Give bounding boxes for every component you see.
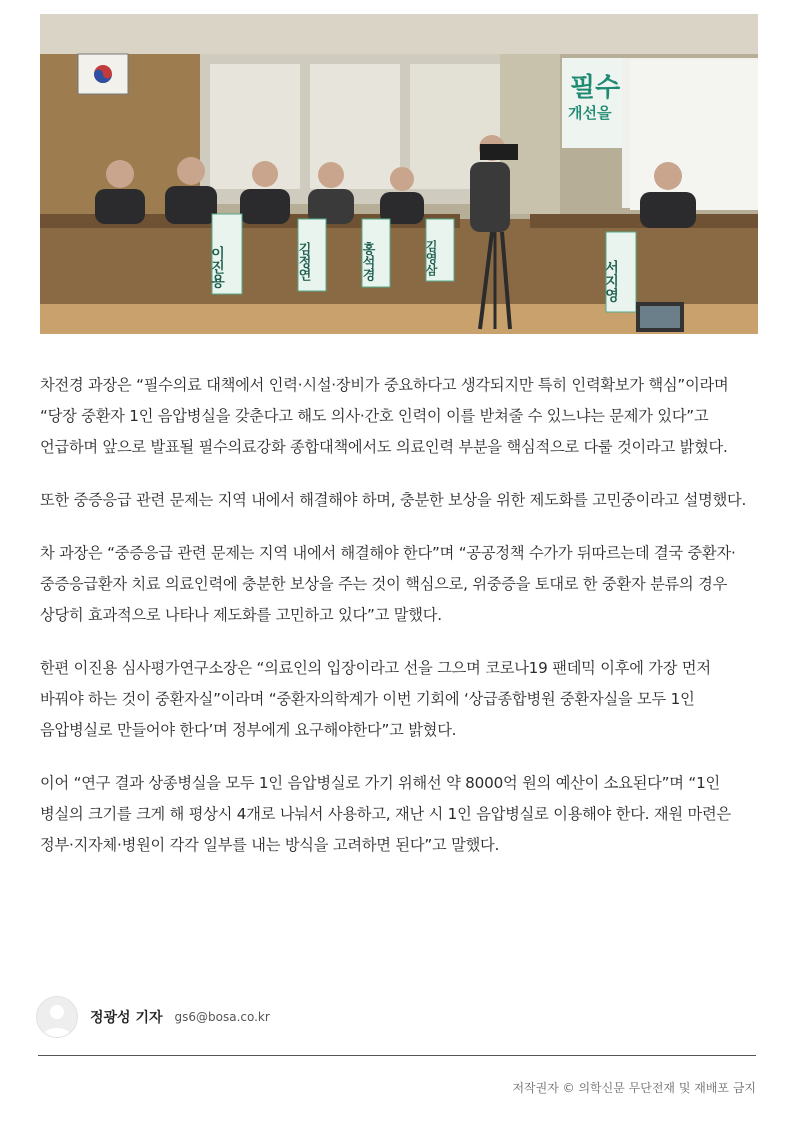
paragraph: 차 과장은 “중증응급 관련 문제는 지역 내에서 해결해야 한다”며 “공공정책 수가가 뒤따르는데 결국 중환자·중증응급환자 치료 의료인력에 충분한 보상을 주는 것이 핵심으로, 위중증을 토대로 한 중환자 분류의 경우 상당히 효과적으로 나타나 제도화를 고민하고 있다”고 말했다.	[40, 544, 736, 624]
user-avatar-icon	[36, 996, 78, 1038]
copyright-notice: 저작권자 © 의학신문 무단전재 및 재배포 금지	[512, 1081, 756, 1095]
paragraph: 이어 “연구 결과 상종병실을 모두 1인 음압병실로 가기 위해선 약 8000억 원의 예산이 소요된다”며 “1인 병실의 크기를 크게 해 평상시 4개로 나눠서 사용하고, 재난 시 1인 음압병실로 이용해야 한다. 재원 마련은 정부·지자체·병원이 각각 일부를 내는 방식을 고려하면 된다”고 말했다.	[40, 774, 731, 854]
footer-divider	[38, 1055, 756, 1056]
reporter-name: 정광성 기자	[90, 1010, 163, 1026]
paragraph: 한편 이진용 심사평가연구소장은 “의료인의 입장이라고 선을 그으며 코로나19 팬데믹 이후에 가장 먼저 바꿔야 하는 것이 중환자실”이라며 “중환자의학계가 이번 기회에 ‘상급종합병원 중환자실을 모두 1인 음압병실로 만들어야 한다’며 정부에게 요구해야한다”고 밝혔다.	[40, 659, 711, 739]
nameplate-2: 김정연	[295, 242, 311, 281]
article-photo	[40, 14, 758, 334]
photo-scene	[40, 14, 758, 334]
nameplate-1: 이진용	[209, 246, 225, 288]
paragraph: 또한 중증응급 관련 문제는 지역 내에서 해결해야 하며, 충분한 보상을 위한 제도화를 고민중이라고 설명했다.	[40, 491, 747, 509]
nameplate-3: 홍석경	[359, 242, 375, 281]
reporter-email[interactable]: gs6@bosa.co.kr	[174, 1010, 270, 1024]
flag	[78, 54, 128, 94]
nameplate-5: 서지영	[603, 260, 619, 302]
banner-line-1: 필수	[570, 73, 621, 103]
article-body	[40, 370, 758, 883]
reporter-byline	[36, 996, 270, 1038]
paragraph: 차전경 과장은 “필수의료 대책에서 인력·시설·장비가 중요하다고 생각되지만 특히 인력확보가 핵심”이라며 “당장 중환자 1인 음압병실을 갖춘다고 해도 의사·간호 인력이 이를 받쳐줄 수 있느냐는 문제가 있다”고 언급하며 앞으로 발표될 필수의료강화 종합대책에서도 의료인력 부분을 핵심적으로 다룰 것이라고 밝혔다.	[40, 376, 729, 456]
nameplate-4: 김영삼	[424, 240, 438, 276]
banner-line-2: 개선을	[568, 104, 612, 122]
